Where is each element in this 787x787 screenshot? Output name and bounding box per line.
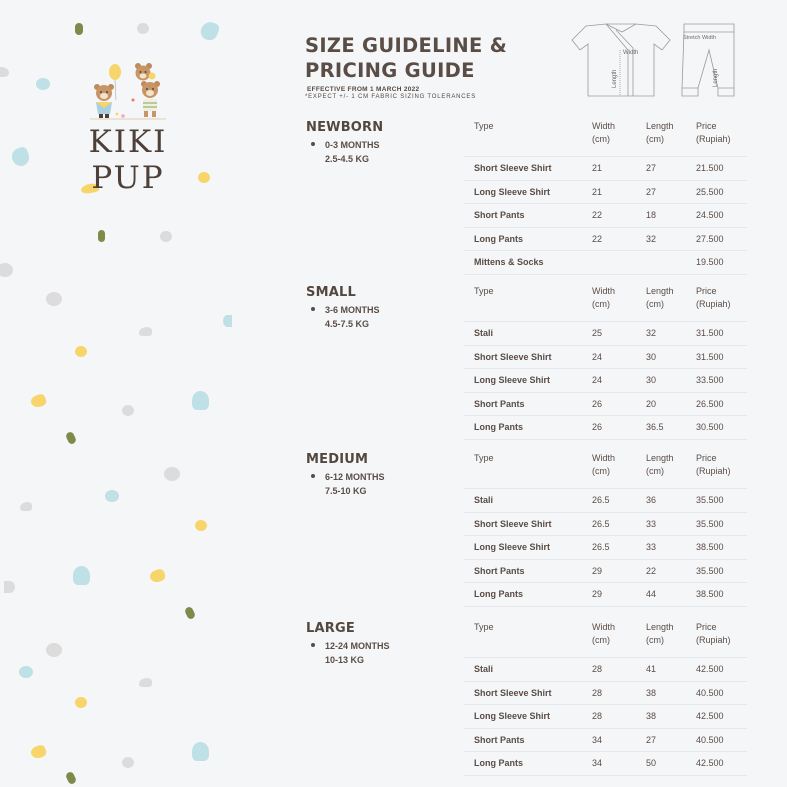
garment-length: 38 bbox=[646, 681, 696, 705]
header-type: Type bbox=[474, 622, 494, 632]
brand-name: KIKI PUP bbox=[88, 124, 168, 196]
garment-price: 42.500 bbox=[696, 752, 747, 776]
garment-type: Short Sleeve Shirt bbox=[464, 345, 592, 369]
garment-type: Stali bbox=[464, 322, 592, 346]
weight-range: 2.5-4.5 KG bbox=[325, 154, 370, 164]
table-row bbox=[464, 180, 747, 204]
garment-width: 26.5 bbox=[592, 489, 646, 513]
garment-price: 42.500 bbox=[696, 658, 747, 682]
header-price: Price (Rupiah) bbox=[696, 121, 731, 144]
garment-price: 26.500 bbox=[696, 392, 747, 416]
confetti-gray bbox=[137, 23, 149, 34]
weight-range: 7.5-10 KG bbox=[325, 486, 367, 496]
header-type: Type bbox=[474, 121, 494, 131]
garment-length bbox=[646, 251, 696, 275]
garment-length: 33 bbox=[646, 536, 696, 560]
garment-length: 50 bbox=[646, 752, 696, 776]
garment-type: Short Pants bbox=[464, 559, 592, 583]
table-row bbox=[464, 512, 747, 536]
table-row bbox=[464, 728, 747, 752]
size-name: SMALL bbox=[306, 285, 356, 300]
size-table bbox=[464, 452, 747, 607]
pants-length-label: Length bbox=[713, 68, 719, 87]
table-row bbox=[464, 559, 747, 583]
garment-type: Short Sleeve Shirt bbox=[464, 681, 592, 705]
confetti-gray bbox=[0, 263, 13, 277]
shirt-outline-icon bbox=[572, 24, 670, 96]
weight-range: 4.5-7.5 KG bbox=[325, 319, 370, 329]
garment-price: 27.500 bbox=[696, 227, 747, 251]
header-price: Price (Rupiah) bbox=[696, 286, 731, 309]
shirt-length-label: Length bbox=[612, 69, 618, 88]
garment-length: 27 bbox=[646, 728, 696, 752]
garment-length: 38 bbox=[646, 705, 696, 729]
confetti-blue bbox=[19, 666, 33, 678]
garment-price: 25.500 bbox=[696, 180, 747, 204]
garment-price: 31.500 bbox=[696, 322, 747, 346]
weight-range: 10-13 KG bbox=[325, 655, 365, 665]
confetti-gray bbox=[122, 405, 134, 416]
garment-type: Long Sleeve Shirt bbox=[464, 180, 592, 204]
size-name: LARGE bbox=[306, 621, 355, 636]
garment-length: 36.5 bbox=[646, 416, 696, 440]
confetti-gray bbox=[20, 502, 32, 511]
pants-width-label: Stretch Width bbox=[683, 35, 717, 41]
garment-length: 27 bbox=[646, 180, 696, 204]
table-row bbox=[464, 345, 747, 369]
garment-length: 18 bbox=[646, 204, 696, 228]
confetti-green bbox=[184, 606, 196, 620]
garment-width: 28 bbox=[592, 658, 646, 682]
age-range: 0-3 MONTHS bbox=[325, 140, 380, 150]
bullet-icon bbox=[311, 142, 315, 146]
confetti-blue bbox=[192, 742, 209, 761]
header bbox=[305, 33, 507, 100]
garment-type: Long Pants bbox=[464, 752, 592, 776]
bullet-icon bbox=[311, 474, 315, 478]
header-width: Width (cm) bbox=[592, 622, 616, 645]
header-width: Width (cm) bbox=[592, 286, 616, 309]
table-header-row bbox=[464, 120, 747, 157]
page-title-line2: PRICING GUIDE bbox=[305, 59, 475, 82]
garment-length: 33 bbox=[646, 512, 696, 536]
garment-price: 33.500 bbox=[696, 369, 747, 393]
table-row bbox=[464, 369, 747, 393]
garment-type: Long Pants bbox=[464, 583, 592, 607]
confetti-green bbox=[65, 771, 77, 785]
header-width: Width (cm) bbox=[592, 453, 616, 476]
age-range: 3-6 MONTHS bbox=[325, 305, 380, 315]
confetti-green bbox=[65, 431, 77, 445]
garment-type: Short Sleeve Shirt bbox=[464, 157, 592, 181]
garment-length: 20 bbox=[646, 392, 696, 416]
size-table bbox=[464, 621, 747, 776]
garment-width: 21 bbox=[592, 180, 646, 204]
header-width: Width (cm) bbox=[592, 121, 616, 144]
garment-length: 41 bbox=[646, 658, 696, 682]
table-row bbox=[464, 204, 747, 228]
confetti-blue bbox=[73, 566, 90, 585]
garment-price: 24.500 bbox=[696, 204, 747, 228]
confetti-blue bbox=[192, 391, 209, 410]
garment-type: Short Pants bbox=[464, 392, 592, 416]
confetti-gray bbox=[0, 67, 9, 77]
confetti-yellow bbox=[29, 744, 47, 760]
table-row bbox=[464, 251, 747, 275]
header-length: Length (cm) bbox=[646, 286, 674, 309]
confetti-gray bbox=[139, 678, 152, 687]
garment-width: 26 bbox=[592, 416, 646, 440]
confetti-green bbox=[98, 230, 105, 242]
garment-price: 42.500 bbox=[696, 705, 747, 729]
confetti-gray bbox=[46, 643, 62, 657]
size-section-newborn bbox=[306, 120, 751, 268]
size-section-medium bbox=[306, 452, 751, 600]
bullet-icon bbox=[311, 643, 315, 647]
garment-length: 32 bbox=[646, 322, 696, 346]
table-row bbox=[464, 392, 747, 416]
table-row bbox=[464, 752, 747, 776]
header-length: Length (cm) bbox=[646, 453, 674, 476]
header-length: Length (cm) bbox=[646, 622, 674, 645]
garment-length: 27 bbox=[646, 157, 696, 181]
table-row bbox=[464, 658, 747, 682]
garment-type: Long Sleeve Shirt bbox=[464, 705, 592, 729]
confetti-blue bbox=[36, 78, 50, 90]
garment-type: Short Pants bbox=[464, 204, 592, 228]
garment-type: Long Sleeve Shirt bbox=[464, 369, 592, 393]
garment-length: 44 bbox=[646, 583, 696, 607]
garment-type: Long Pants bbox=[464, 416, 592, 440]
garment-width: 28 bbox=[592, 705, 646, 729]
garment-price: 38.500 bbox=[696, 536, 747, 560]
garment-price: 30.500 bbox=[696, 416, 747, 440]
garment-width: 26.5 bbox=[592, 536, 646, 560]
garment-type: Short Pants bbox=[464, 728, 592, 752]
header-type: Type bbox=[474, 286, 494, 296]
garment-width: 29 bbox=[592, 583, 646, 607]
garment-type: Short Sleeve Shirt bbox=[464, 512, 592, 536]
header-length: Length (cm) bbox=[646, 121, 674, 144]
garment-measurement-diagram bbox=[568, 20, 743, 102]
confetti-gray bbox=[164, 467, 180, 481]
garment-width: 34 bbox=[592, 728, 646, 752]
confetti-gray bbox=[46, 292, 62, 306]
shirt-width-label: Width bbox=[623, 50, 639, 56]
table-header-row bbox=[464, 285, 747, 322]
garment-price: 38.500 bbox=[696, 583, 747, 607]
confetti-gray bbox=[160, 231, 172, 242]
garment-width: 28 bbox=[592, 681, 646, 705]
table-header-row bbox=[464, 452, 747, 489]
garment-type: Stali bbox=[464, 658, 592, 682]
confetti-yellow bbox=[75, 346, 87, 357]
table-row bbox=[464, 681, 747, 705]
confetti-green bbox=[75, 23, 83, 35]
bullet-icon bbox=[311, 307, 315, 311]
garment-length: 36 bbox=[646, 489, 696, 513]
confetti-gray bbox=[4, 581, 15, 593]
confetti-blue bbox=[198, 20, 220, 43]
size-table bbox=[464, 285, 747, 440]
age-range: 6-12 MONTHS bbox=[325, 472, 385, 482]
garment-width: 25 bbox=[592, 322, 646, 346]
garment-width: 26.5 bbox=[592, 512, 646, 536]
garment-width: 24 bbox=[592, 345, 646, 369]
confetti-yellow bbox=[148, 568, 166, 584]
garment-width: 24 bbox=[592, 369, 646, 393]
size-name: NEWBORN bbox=[306, 120, 384, 135]
garment-type: Mittens & Socks bbox=[464, 251, 592, 275]
garment-width: 34 bbox=[592, 752, 646, 776]
garment-type: Long Pants bbox=[464, 227, 592, 251]
tolerance-note: *EXPECT +/- 1 CM FABRIC SIZING TOLERANCES bbox=[305, 94, 477, 100]
size-name: MEDIUM bbox=[306, 452, 369, 467]
confetti-yellow bbox=[29, 393, 47, 409]
header-price: Price (Rupiah) bbox=[696, 453, 731, 476]
table-row bbox=[464, 157, 747, 181]
garment-width: 29 bbox=[592, 559, 646, 583]
confetti-gray bbox=[139, 327, 152, 336]
garment-width: 22 bbox=[592, 204, 646, 228]
table-row bbox=[464, 583, 747, 607]
effective-date: EFFECTIVE FROM 1 MARCH 2022 bbox=[307, 86, 420, 93]
table-row bbox=[464, 536, 747, 560]
garment-type: Long Sleeve Shirt bbox=[464, 536, 592, 560]
confetti-gray bbox=[122, 757, 134, 768]
confetti-yellow bbox=[195, 520, 207, 531]
garment-length: 32 bbox=[646, 227, 696, 251]
header-price: Price (Rupiah) bbox=[696, 622, 731, 645]
brand-logo bbox=[58, 62, 198, 196]
garment-price: 35.500 bbox=[696, 512, 747, 536]
table-row bbox=[464, 705, 747, 729]
confetti-yellow bbox=[75, 697, 87, 708]
garment-price: 35.500 bbox=[696, 559, 747, 583]
garment-price: 19.500 bbox=[696, 251, 747, 275]
confetti-blue bbox=[9, 146, 31, 169]
garment-price: 31.500 bbox=[696, 345, 747, 369]
page-title-line1: SIZE GUIDELINE & bbox=[305, 34, 508, 57]
garment-width: 21 bbox=[592, 157, 646, 181]
confetti-yellow bbox=[198, 172, 210, 183]
garment-width bbox=[592, 251, 646, 275]
garment-price: 35.500 bbox=[696, 489, 747, 513]
garment-length: 30 bbox=[646, 369, 696, 393]
garment-price: 40.500 bbox=[696, 681, 747, 705]
size-table bbox=[464, 120, 747, 275]
table-row bbox=[464, 489, 747, 513]
bear-mascots-illustration bbox=[86, 62, 170, 122]
size-section-large bbox=[306, 621, 751, 769]
header-type: Type bbox=[474, 453, 494, 463]
size-section-small bbox=[306, 285, 751, 433]
table-row bbox=[464, 322, 747, 346]
garment-length: 22 bbox=[646, 559, 696, 583]
garment-length: 30 bbox=[646, 345, 696, 369]
confetti-blue bbox=[223, 315, 232, 327]
age-range: 12-24 MONTHS bbox=[325, 641, 390, 651]
garment-price: 21.500 bbox=[696, 157, 747, 181]
garment-width: 22 bbox=[592, 227, 646, 251]
garment-width: 26 bbox=[592, 392, 646, 416]
garment-price: 40.500 bbox=[696, 728, 747, 752]
table-row bbox=[464, 416, 747, 440]
confetti-blue bbox=[105, 490, 119, 502]
table-row bbox=[464, 227, 747, 251]
table-header-row bbox=[464, 621, 747, 658]
garment-type: Stali bbox=[464, 489, 592, 513]
